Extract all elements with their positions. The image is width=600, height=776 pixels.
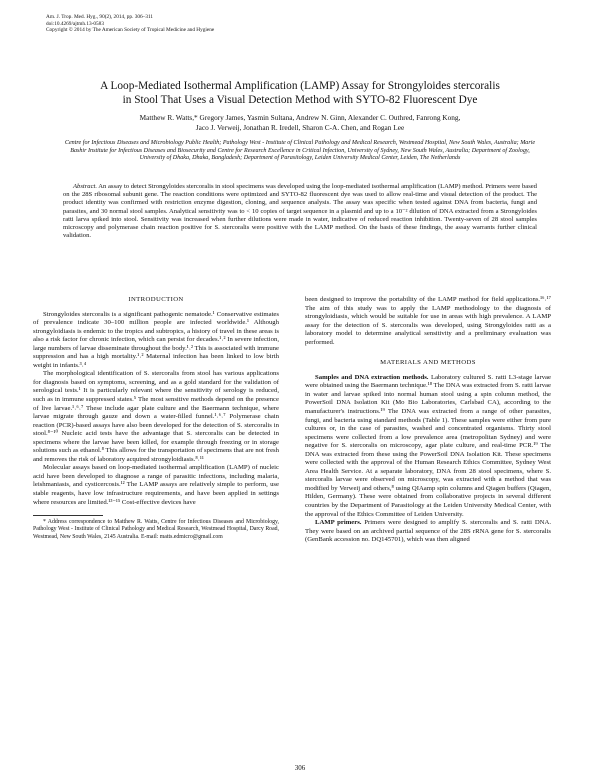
primers-runin-heading: LAMP primers. (315, 519, 362, 527)
intro-paragraph-3: Molecular assays based on loop-mediated isothermal amplification (LAMP) of nucleic acid have been developed to diagnose a range of parasitic infections, including malaria, leishmaniasis, and cysticercosis.¹² The LAMP assays are relatively simple to perform, use stable reagents, have low infrastructure requirements, and have been applied in settings where resources are limited.¹³⁻¹⁵ Cost-effective devices have (33, 464, 279, 506)
introduction-heading: INTRODUCTION (128, 296, 184, 303)
authors-line-1: Matthew R. Watts,* Gregory James, Yasmin Sultana, Andrew N. Ginn, Alexander C. Outhred, Fanrong Kong, (139, 113, 461, 122)
abstract-label: Abstract. (73, 183, 97, 190)
title-line-1: A Loop-Mediated Isothermal Amplification (LAMP) Assay for Strongyloides stercoralis (100, 80, 500, 92)
left-column (33, 296, 279, 541)
journal-header (46, 14, 346, 34)
methods-paragraph-2 (305, 519, 551, 545)
journal-copyright: Copyright © 2014 by The American Society of Tropical Medicine and Hygiene (46, 27, 215, 34)
primers-text: Primers were designed to amplify S. stercoralis and S. ratti DNA. They were based on an archived partial sequence of the 28S rRNA gene for S. stercoralis (GenBank accession no. DQ145701), which was then aligned (305, 519, 551, 544)
affiliations: Centre for Infectious Diseases and Microbiology Public Health; Pathology West - Institute of Clinical Pathology and Medical Research, Westmead Hospital, New South Wales, Australia; Marie Bashir Institute for Infectious Diseases and Biosecurity and Centre for Research Excellence in Critical Infection, University of Sydney, New South Wales, Australia; Department of Zoology, University of Dhaka, Dhaka, Bangladesh; Department of Parasitology, Leiden University Medical Center, Leiden, The Netherlands (64, 140, 536, 162)
title-line-2: in Stool That Uses a Visual Detection Method with SYTO-82 Fluorescent Dye (122, 93, 478, 106)
article-title (40, 80, 560, 107)
intro-paragraph-1: Strongyloides stercoralis is a significant pathogenic nematode.¹ Conservative estimates of prevalence indicate 30–100 million people are infected worldwide.¹ Although strongyloidiasis is endemic to the tropics and subtropics, a history of travel in these areas is also a risk factor for chronic infection, which can persist for decades.¹˒² In severe infection, large numbers of larvae disseminate throughout the body.¹˒² This is associated with immune suppression and has a high mortality.¹˒² Maternal infection has been linked to low birth weight in infants.³˒⁴ (33, 310, 279, 369)
abstract (63, 183, 537, 240)
samples-runin-heading: Samples and DNA extraction methods. (315, 373, 429, 381)
page-number: 306 (294, 764, 306, 772)
author-list (40, 113, 560, 132)
journal-doi: doi:10.4269/ajtmh.13-0583 (46, 20, 104, 27)
samples-text: Laboratory cultured S. ratti L3-stage larvae were obtained using the Baermann technique.¹⁸ The DNA was extracted from S. ratti larvae in water and larvae spiked into normal human stool using a spin column method, the PowerSoil DNA Isolation Kit (Mo Bio Laboratories, Carlsbad CA), according to the manufacturer's instructions.¹⁹ The DNA was extracted from a range of other parasites, fungi, and bacteria using standard methods (Table 1). These samples were either from pure cultures or, in the case of parasites, washed and concentrated organisms. Thirty stool specimens were collected from a low prevalence area (metropolitan Sydney) and were negative for S. stercoralis on microscopy, agar plate culture, and real-time PCR.¹⁹ The DNA was extracted from these using the PowerSoil DNA Isolation Kit. These specimens were collected with the approval of the Human Research Ethics Committee, Sydney West Area Health Service. At a separate laboratory, DNA from 28 stool specimens, where S. stercoralis larvae were observed on microscopy, was extracted with a method that was modified by Verweij and others,⁸ using QIAamp spin columns and Qiagen buffers (Qiagen, Hilden, Germany). These were obtained from collaborative projects in several different countries by the Department of Parasitology at the Leiden University Medical Center, with the approval of the Ethics Committee of Leiden University. (305, 373, 551, 518)
abstract-text: An assay to detect Strongyloides stercoralis in stool specimens was developed using the loop-mediated isothermal amplification (LAMP) method. Primers were based on the 28S ribosomal subunit gene. The reaction conditions were optimized and SYTO-82 fluorescent dye was used to allow real-time and visual detection of the product. The product identity was confirmed with restriction enzyme digestion, cloning, and sequence analysis. The assay was specific when tested against DNA from bacteria, fungi and parasites, and 30 normal stool samples. Analytical sensitivity was to < 10 copies of target sequence in a plasmid and up to a 10⁻² dilution of DNA extracted from a Strongyloides ratti larva spiked into stool. Sensitivity was increased when further dilutions were made in water, indicative of reduced reaction inhibition. Twenty-seven of 28 stool samples microscopy and polymerase chain reaction positive for S. stercoralis were positive with the LAMP method. On the basis of these findings, the assay warrants further clinical validation. (63, 183, 537, 240)
authors-line-2: Jaco J. Verweij, Jonathan R. Iredell, Sharon C-A. Chen, and Rogan Lee (195, 122, 405, 132)
correspondence-footnote: * Address correspondence to Matthew R. Watts, Centre for Infectious Diseases and Microbiology, Pathology West - Institute of Clinical Pathology and Medical Research, Westmead Hospital, Darcy Road, Westmead, New South Wales, 2145 Australia. E-mail: matts.edmicro@gmail.com (33, 519, 279, 540)
intro-paragraph-4: been designed to improve the portability of the LAMP method for field applications.¹⁶˒¹⁷ The aim of this study was to apply the LAMP methodology to the diagnosis of strongyloidiasis, which would be suitable for use in areas with high prevalence. A LAMP assay for the detection of S. stercoralis was developed, using Strongyloides ratti as a laboratory model to determine analytical sensitivity and a preliminary evaluation was performed. (305, 296, 551, 346)
right-column (305, 296, 551, 545)
methods-heading: MATERIALS AND METHODS (380, 359, 476, 367)
journal-citation: Am. J. Trop. Med. Hyg., 90(2), 2014, pp. 306–311 (46, 14, 154, 20)
footnote-rule (33, 515, 103, 516)
methods-paragraph-1 (305, 374, 551, 519)
intro-paragraph-2: The morphological identification of S. stercoralis from stool has various applications for diagnosis based on symptoms, screening, and as a gold standard for the validation of serological tests.¹ It is particularly relevant where the sensitivity of serology is reduced, such as in immune suppressed states.⁵ The most sensitive methods depend on the presence of live larvae.¹˒⁶˒⁷ These include agar plate culture and the Baermann technique, where larvae migrate through gauze and down a water-filled funnel.¹˒⁶˒⁷ Polymerase chain reaction (PCR)-based assays have also been developed for the detection of S. stercoralis in stool.⁸⁻¹⁰ Nucleic acid tests have the advantage that S. stercoralis can be detected in specimens where the larvae have been killed, for example through freezing or in storage solutions such as ethanol.⁸ This allows for the transportation of specimens that are not fresh and removes the risk of laboratory acquired strongyloidiasis.⁸˒¹¹ (33, 370, 279, 463)
